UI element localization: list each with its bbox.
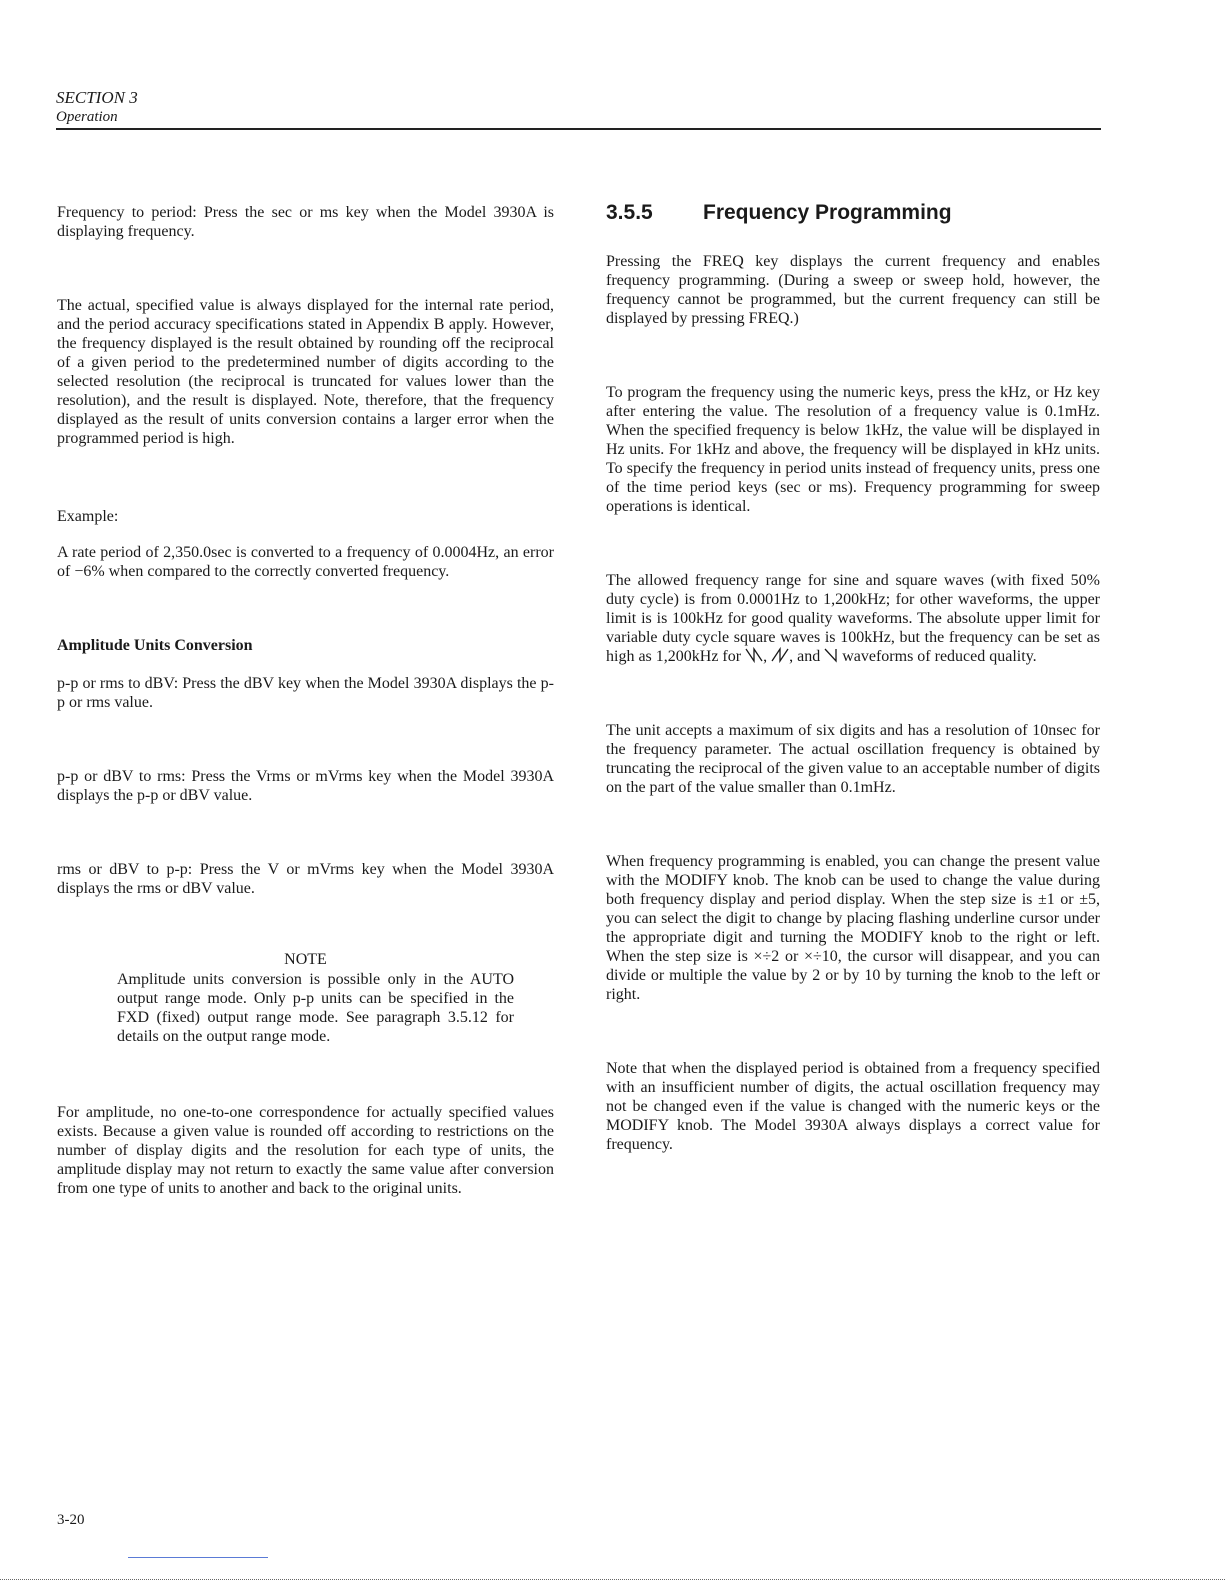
heading-title: Frequency Programming xyxy=(703,201,952,224)
reduced-quality-text: waveforms of reduced quality. xyxy=(842,648,1037,665)
section-title: SECTION 3 xyxy=(56,88,138,107)
footer-link-line xyxy=(128,1557,268,1558)
paragraph-modify-knob: When frequency programming is enabled, you can change the present value with the MODIFY knob. The knob can be used to change the value during both frequency display and period display. When the step size is ±1 or ±5, you can select the digit to change by placing flashing underline cursor under the appropriate digit and turning the MODIFY knob to the right or left. When the step size is ×÷2 or ×÷10, the cursor will disappear, and you can divide or multiple the value by 2 or by 10 by turning the knob to the left or right. xyxy=(606,853,1100,1003)
section-heading xyxy=(606,200,1100,226)
section-subtitle: Operation xyxy=(56,109,118,125)
amplitude-heading: Amplitude Units Conversion xyxy=(57,637,253,654)
paragraph-rate-period: The actual, specified value is always displayed for the internal rate period, and the period accuracy specifications stated in Appendix B apply. However, the frequency displayed is the result obtained by rounding off the reciprocal of a given period to the predetermined number of digits according to the selected resolution (the reciprocal is truncated for values lower than the resolution), and the result is displayed. Note, therefore, that the frequency displayed as the result of units conversion contains a larger error when the programmed period is high. xyxy=(57,297,554,447)
wave-and: , and xyxy=(789,648,821,665)
left-column xyxy=(57,203,554,1198)
paragraph-freq-to-period: Frequency to period: Press the sec or ms key when the Model 3930A is displaying frequency. xyxy=(57,204,554,240)
header-rule xyxy=(56,128,1101,130)
paragraph-freq-key: Pressing the FREQ key displays the current frequency and enables frequency programming. (During a sweep or sweep hold, however, the frequency cannot be programmed, but the current frequency can still be displayed by pressing FREQ.) xyxy=(606,253,1100,327)
example-label: Example: xyxy=(57,508,119,525)
page-number: 3-20 xyxy=(57,1512,85,1528)
paragraph-frequency-range xyxy=(606,571,1100,666)
ramp-up-wave-icon xyxy=(771,647,789,663)
note-box xyxy=(57,950,554,1046)
paragraph-amplitude-correspondence: For amplitude, no one-to-one correspondence for actually specified values exists. Because a given value is rounded off according to restrictions on the number of display digits and the resolution for each type of units, the amplitude display may not return to exactly the same value after conversion from one type of units to another and back to the original units. xyxy=(57,1104,554,1197)
ramp-down-wave-icon xyxy=(745,647,763,663)
paragraph-to-dbv: p-p or rms to dBV: Press the dBV key when the Model 3930A displays the p-p or rms value. xyxy=(57,675,554,711)
note-body: Amplitude units conversion is possible only in the AUTO output range mode. Only p-p units can be specified in the FXD (fixed) output range mode. See paragraph 3.5.12 for details on the output range mode. xyxy=(117,971,514,1045)
heading-number: 3.5.5 xyxy=(606,201,653,224)
paragraph-program-frequency: To program the frequency using the numeric keys, press the kHz, or Hz key after entering the value. The resolution of a frequency value is 0.1mHz. When the specified frequency is below 1kHz, the value will be displayed in Hz units. For 1kHz and above, the frequency will be displayed in kHz units. To specify the frequency in period units instead of frequency units, press one of the time period keys (sec or ms). Frequency programming for sweep operations is identical. xyxy=(606,384,1100,515)
page-header xyxy=(56,88,1101,126)
right-column xyxy=(606,200,1100,1154)
paragraph-to-rms: p-p or dBV to rms: Press the Vrms or mVrms key when the Model 3930A displays the p-p or dBV value. xyxy=(57,768,554,804)
wave-separator: , xyxy=(763,648,768,665)
paragraph-displayed-period: Note that when the displayed period is obtained from a frequency specified with an insufficient number of digits, the actual oscillation frequency may not be changed even if the value is changed with the numeric keys or the MODIFY knob. The Model 3930A always displays a correct value for frequency. xyxy=(606,1060,1100,1153)
paragraph-to-pp: rms or dBV to p-p: Press the V or mVrms key when the Model 3930A displays the rms or dBV value. xyxy=(57,861,554,897)
paragraph-resolution: The unit accepts a maximum of six digits and has a resolution of 10nsec for the frequency parameter. The actual oscillation frequency is obtained by truncating the reciprocal of the given value to an acceptable number of digits on the part of the value smaller than 0.1mHz. xyxy=(606,722,1100,796)
frequency-range-text: The allowed frequency range for sine and square waves (with fixed 50% duty cycle) is from 0.0001Hz to 1,200kHz; for other waveforms, the upper limit is is 100kHz for good quality waveforms. The absolute upper limit for variable duty cycle square waves is 100kHz, but the frequency can be set as high as 1,200kHz for xyxy=(606,572,1100,665)
sawtooth-wave-icon xyxy=(824,647,838,663)
note-title: NOTE xyxy=(284,951,327,968)
bottom-dotted-line xyxy=(0,1579,1225,1580)
paragraph-example: A rate period of 2,350.0sec is converted to a frequency of 0.0004Hz, an error of −6% when compared to the correctly converted frequency. xyxy=(57,544,554,580)
